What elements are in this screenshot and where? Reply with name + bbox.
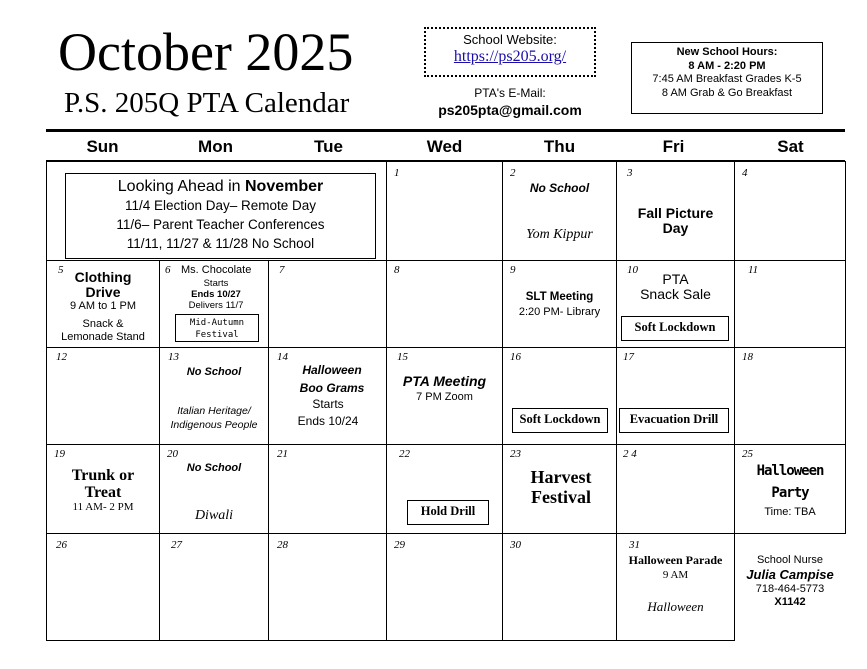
day-number: 26 xyxy=(56,539,67,551)
event-line: Starts xyxy=(312,397,344,411)
day-header-fri: Fri xyxy=(662,137,685,156)
school-nurse-info xyxy=(735,554,845,609)
event-pta-meeting: PTA Meeting xyxy=(402,373,487,389)
event-line: Delivers 11/7 xyxy=(188,300,244,311)
day-number: 25 xyxy=(742,448,753,460)
event-slt-meeting-time: 2:20 PM- Library xyxy=(518,306,601,318)
day-number: 13 xyxy=(168,351,179,363)
day-number: 17 xyxy=(623,351,634,363)
event-trunk-or-treat-time: 11 AM- 2 PM xyxy=(72,501,134,513)
day-header-mon: Mon xyxy=(198,137,233,156)
event-yom-kippur: Yom Kippur xyxy=(526,227,593,242)
grid-line xyxy=(46,533,846,534)
hours-breakfast: 7:45 AM Breakfast Grades K-5 xyxy=(652,73,802,85)
day-number: 21 xyxy=(277,448,288,460)
event-italian-heritage xyxy=(160,404,268,432)
day-number: 8 xyxy=(394,264,400,276)
event-no-school: No School xyxy=(186,462,242,474)
grid-line xyxy=(159,260,160,641)
day-number: 31 xyxy=(629,539,640,551)
event-soft-lockdown: Soft Lockdown xyxy=(621,316,729,341)
day-number: 22 xyxy=(399,448,410,460)
day-header-thu: Thu xyxy=(543,137,576,156)
day-number: 3 xyxy=(627,167,633,179)
day-number: 14 xyxy=(277,351,288,363)
day-header-tue: Tue xyxy=(314,137,343,156)
event-boo-grams xyxy=(278,361,386,397)
event-line: Snack Sale xyxy=(640,286,711,302)
day-number: 10 xyxy=(627,264,638,276)
event-line: Ends 10/27 xyxy=(191,289,241,300)
day-header-sat: Sat xyxy=(777,137,804,156)
hours-grab-go: 8 AM Grab & Go Breakfast xyxy=(661,86,793,99)
school-hours-box xyxy=(631,42,823,114)
day-header-wed: Wed xyxy=(426,137,463,156)
event-line: 9 AM to 1 PM xyxy=(69,300,137,312)
day-number: 6 xyxy=(165,264,171,276)
event-mid-autumn-festival xyxy=(175,314,259,342)
event-halloween-party xyxy=(735,460,845,504)
day-number: 5 xyxy=(58,264,64,276)
grid-line xyxy=(46,161,47,641)
event-line: Fall Picture xyxy=(637,205,714,221)
day-number: 18 xyxy=(742,351,753,363)
page-title: October 2025 xyxy=(58,22,354,82)
event-soft-lockdown: Soft Lockdown xyxy=(512,408,608,433)
event-line: Snack & xyxy=(82,318,124,330)
header-rule-bottom xyxy=(46,160,845,162)
event-halloween-parade-time: 9 AM xyxy=(662,569,689,581)
event-line: Treat xyxy=(84,484,122,501)
looking-ahead-item: 11/4 Election Day– Remote Day xyxy=(124,198,317,213)
event-line: Italian Heritage/ xyxy=(177,405,251,417)
event-line: Trunk or xyxy=(71,467,135,484)
event-hold-drill: Hold Drill xyxy=(407,500,489,525)
event-line: Indigenous People xyxy=(170,419,258,431)
event-line: Festival xyxy=(195,330,239,340)
event-line: Party xyxy=(771,485,809,501)
event-line: Ends 10/24 xyxy=(297,414,359,428)
header-rule-top xyxy=(46,129,845,132)
grid-line xyxy=(46,640,735,641)
event-halloween: Halloween xyxy=(647,599,704,614)
website-box xyxy=(424,27,596,77)
day-number: 16 xyxy=(510,351,521,363)
hours-main: 8 AM - 2:20 PM xyxy=(688,59,766,72)
email-address[interactable]: ps205pta@gmail.com xyxy=(438,102,582,118)
hours-title: New School Hours: xyxy=(676,46,778,58)
grid-line xyxy=(46,347,846,348)
event-ms-chocolate-details xyxy=(166,278,266,311)
day-number: 20 xyxy=(167,448,178,460)
day-number: 23 xyxy=(510,448,521,460)
event-no-school: No School xyxy=(186,366,242,378)
website-label: School Website: xyxy=(463,32,557,47)
page-subtitle: P.S. 205Q PTA Calendar xyxy=(64,87,350,119)
event-line: Lemonade Stand xyxy=(61,331,145,343)
event-diwali: Diwali xyxy=(194,508,234,523)
day-number: 12 xyxy=(56,351,67,363)
event-pta-meeting-time: 7 PM Zoom xyxy=(416,391,473,403)
event-pta-snack-sale xyxy=(617,272,734,302)
day-number: 9 xyxy=(510,264,516,276)
event-no-school: No School xyxy=(529,181,590,195)
event-line: Boo Grams xyxy=(299,381,365,395)
day-number: 4 xyxy=(742,167,748,179)
day-number: 1 xyxy=(394,167,400,179)
event-line: Mid-Autumn xyxy=(189,318,245,328)
event-line: Clothing xyxy=(74,269,132,285)
event-fall-picture-day xyxy=(617,206,734,236)
day-number: 27 xyxy=(171,539,182,551)
event-line: Halloween xyxy=(756,463,824,479)
email-label: PTA's E-Mail: xyxy=(474,86,546,100)
looking-ahead-item: 11/6– Parent Teacher Conferences xyxy=(116,217,325,232)
nurse-phone: 718-464-5773 xyxy=(755,583,825,595)
event-ms-chocolate: Ms. Chocolate xyxy=(181,264,252,276)
event-halloween-party-time: Time: TBA xyxy=(764,506,816,518)
day-number: 29 xyxy=(394,539,405,551)
event-evacuation-drill: Evacuation Drill xyxy=(619,408,729,433)
grid-line xyxy=(46,260,846,261)
grid-line xyxy=(46,444,846,445)
day-number: 19 xyxy=(54,448,65,460)
day-header-sun: Sun xyxy=(86,137,119,156)
event-line: Day xyxy=(662,220,689,236)
looking-ahead-lead: Looking Ahead in xyxy=(117,178,245,195)
day-number: 7 xyxy=(279,264,285,276)
event-halloween-parade: Halloween Parade xyxy=(628,553,723,567)
event-line: Harvest xyxy=(530,467,592,487)
day-number: 15 xyxy=(397,351,408,363)
event-line: PTA xyxy=(662,271,689,287)
event-trunk-or-treat xyxy=(47,467,159,501)
event-harvest-festival xyxy=(503,467,619,507)
grid-line xyxy=(268,260,269,641)
event-boo-grams-dates xyxy=(274,396,382,430)
event-line: Festival xyxy=(531,487,591,507)
day-number: 30 xyxy=(510,539,521,551)
day-number: 28 xyxy=(277,539,288,551)
event-line: Starts xyxy=(203,278,229,289)
event-line: Drive xyxy=(85,284,121,300)
website-link[interactable]: https://ps205.org/ xyxy=(453,48,567,65)
event-clothing-drive xyxy=(47,270,159,300)
looking-ahead-month: November xyxy=(244,178,324,195)
nurse-extension: X1142 xyxy=(774,596,806,608)
nurse-label: School Nurse xyxy=(756,554,824,566)
day-number: 11 xyxy=(748,264,759,276)
looking-ahead-box xyxy=(65,173,376,259)
event-slt-meeting: SLT Meeting xyxy=(525,291,594,303)
event-clothing-drive-details xyxy=(47,300,159,344)
day-number: 2 4 xyxy=(623,448,637,460)
looking-ahead-item: 11/11, 11/27 & 11/28 No School xyxy=(126,236,315,251)
nurse-name: Julia Campise xyxy=(746,567,834,582)
day-number: 2 xyxy=(510,167,516,179)
event-line: Halloween xyxy=(302,363,362,377)
